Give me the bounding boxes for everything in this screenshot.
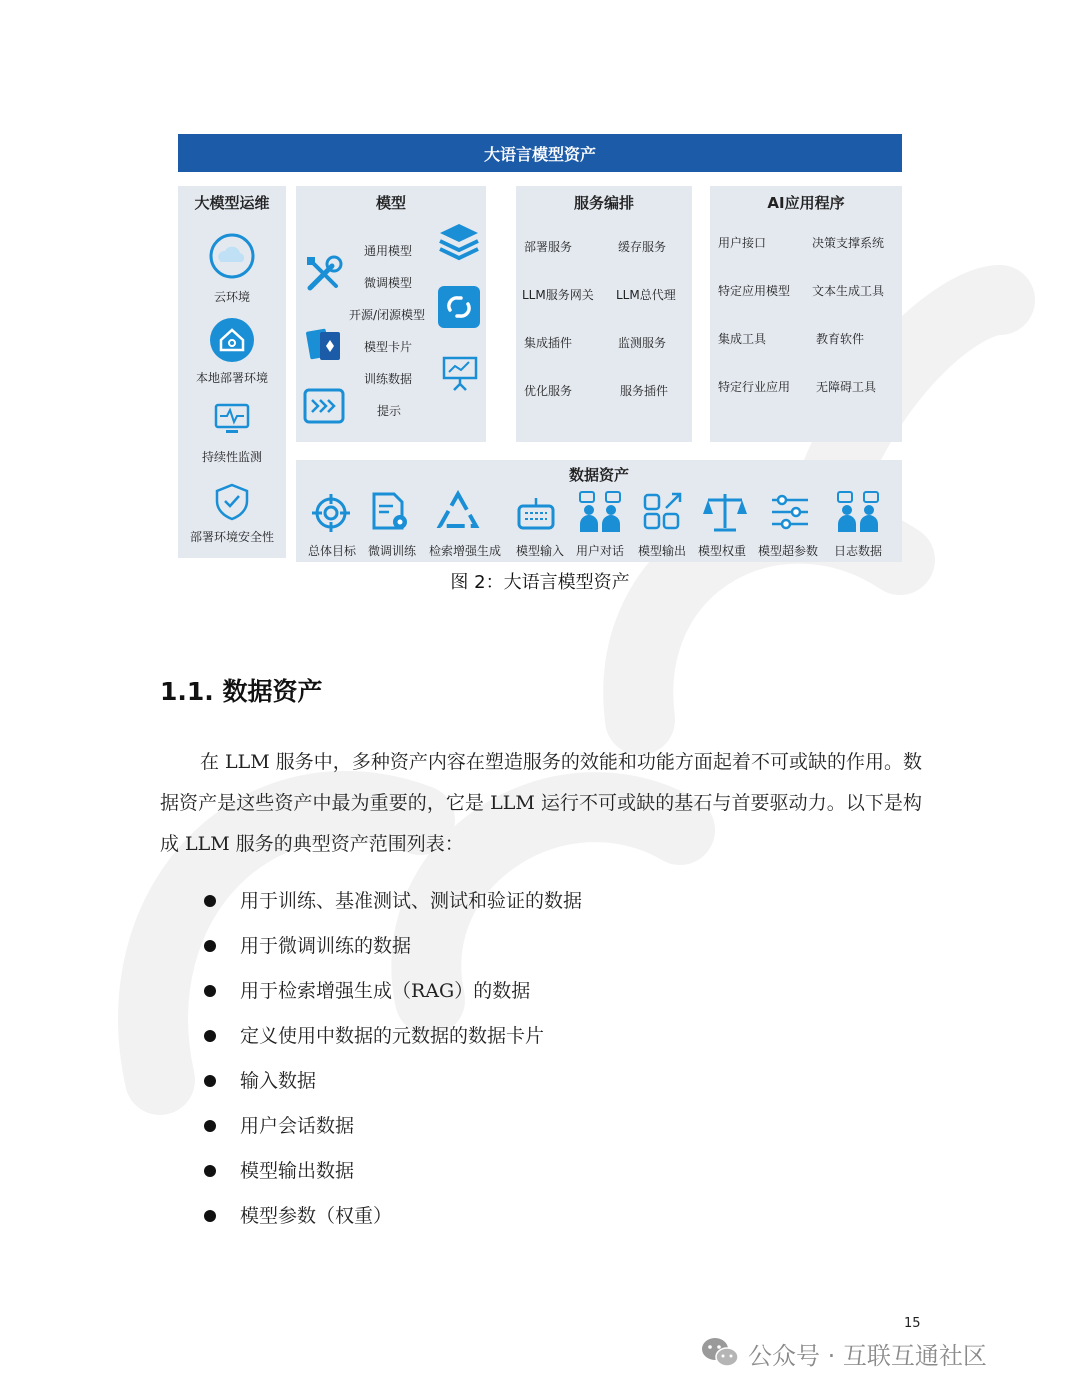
- panel-data-assets: [296, 460, 902, 562]
- bullet-icon: [204, 1030, 216, 1042]
- service-item-optimization: 优化服务: [524, 384, 573, 398]
- bullet-icon: [204, 895, 216, 907]
- section-heading: 1.1. 数据资产: [160, 677, 323, 706]
- section-paragraph-text: 在 LLM 服务中，多种资产内容在塑造服务的效能和功能方面起着不可或缺的作用。数据资产是这些资产中最为重要的，它是 LLM 运行不可或缺的基石与首要驱动力。以下是构成 LLM 服务的典型资产范围列表：: [160, 751, 922, 855]
- shield-check-icon: [212, 482, 252, 522]
- scale-icon: [702, 490, 748, 534]
- bullet-icon: [204, 1210, 216, 1222]
- ai-item-text-generation: 文本生成工具: [812, 284, 885, 298]
- list-item: [200, 1017, 582, 1062]
- data-item-finetune: 微调训练: [368, 544, 417, 558]
- service-item-proxy: LLM总代理: [616, 288, 676, 302]
- service-item-deploy: 部署服务: [524, 240, 573, 254]
- list-item-text: 输入数据: [240, 1070, 317, 1092]
- page-number: 15: [904, 1316, 921, 1331]
- data-item-model-output: 模型输出: [638, 544, 687, 558]
- figure-caption: 图 2：大语言模型资产: [450, 572, 630, 593]
- cards-icon: [304, 324, 346, 366]
- ops-item-local: 本地部署环境: [195, 371, 268, 385]
- panel-model: [296, 186, 486, 442]
- list-item: [200, 927, 582, 972]
- list-item-text: 模型输出数据: [240, 1160, 355, 1182]
- list-item-text: 模型参数（权重）: [240, 1205, 393, 1227]
- sliders-icon: [768, 490, 812, 534]
- asset-list: [200, 882, 582, 1242]
- list-item: [200, 1152, 582, 1197]
- cloud-icon: [208, 232, 256, 280]
- bullet-icon: [204, 1165, 216, 1177]
- model-item-open-closed: 开源/闭源模型: [349, 308, 426, 322]
- monitor-pulse-icon: [212, 400, 252, 440]
- panel-ops: [178, 186, 286, 558]
- footer-watermark: [700, 1333, 987, 1373]
- layers-icon: [436, 220, 482, 266]
- ai-item-integration-tools: 集成工具: [718, 332, 767, 346]
- data-item-model-input: 模型输入: [516, 544, 565, 558]
- list-item-text: 定义使用中数据的元数据的数据卡片: [240, 1025, 545, 1047]
- footer-text: 公众号 · 互联互通社区: [748, 1341, 987, 1370]
- list-item: [200, 1062, 582, 1107]
- panel-model-title: 模型: [375, 194, 406, 212]
- figure-title: 大语言模型资产: [178, 134, 902, 172]
- service-item-monitoring: 监测服务: [618, 336, 667, 350]
- list-item: [200, 972, 582, 1017]
- sync-link-icon: [436, 284, 482, 330]
- service-item-gateway: LLM服务网关: [522, 288, 594, 302]
- data-item-rag: 检索增强生成: [429, 544, 502, 558]
- list-item-text: 用于训练、基准测试、测试和验证的数据: [240, 890, 583, 912]
- list-item: [200, 882, 582, 927]
- model-item-general: 通用模型: [364, 244, 413, 258]
- bullet-icon: [204, 940, 216, 952]
- prompt-arrows-icon: [302, 386, 346, 426]
- data-item-weights: 模型权重: [698, 544, 747, 558]
- ai-item-education: 教育软件: [816, 332, 865, 346]
- keyboard-icon: [516, 494, 556, 534]
- service-item-plugin: 服务插件: [620, 384, 669, 398]
- wechat-icon: [700, 1336, 740, 1370]
- bullet-icon: [204, 1120, 216, 1132]
- model-item-prompt: 提示: [377, 404, 402, 418]
- ai-item-decision-support: 决策支撑系统: [812, 236, 885, 250]
- service-item-plugin-integration: 集成插件: [524, 336, 573, 350]
- model-item-card: 模型卡片: [364, 340, 413, 354]
- presentation-chart-icon: [440, 354, 480, 394]
- panel-service: [516, 186, 692, 442]
- panel-service-title: 服务编排: [573, 194, 634, 212]
- service-item-cache: 缓存服务: [618, 240, 667, 254]
- log-people-icon: [836, 490, 880, 534]
- section-paragraph: [160, 742, 922, 865]
- cycle-triangle-icon: [436, 490, 480, 534]
- ai-item-user-interface: 用户接口: [718, 236, 767, 250]
- users-chat-icon: [578, 490, 622, 534]
- panel-data-assets-title: 数据资产: [568, 466, 629, 484]
- ai-item-industry: 特定行业应用: [718, 380, 791, 394]
- llm-assets-figure: [178, 134, 902, 562]
- list-item: [200, 1107, 582, 1152]
- ops-item-monitoring: 持续性监测: [201, 450, 262, 464]
- model-item-training-data: 训练数据: [364, 372, 413, 386]
- panel-ops-title: 大模型运维: [194, 194, 270, 212]
- home-network-icon: [208, 316, 256, 364]
- data-item-user-dialog: 用户对话: [576, 544, 625, 558]
- panel-ai-apps-title: AI应用程序: [767, 194, 845, 212]
- ops-item-cloud: 云环境: [213, 290, 250, 304]
- list-item-text: 用户会话数据: [240, 1115, 355, 1137]
- list-item: [200, 1197, 582, 1242]
- data-item-hyperparams: 模型超参数: [758, 544, 819, 558]
- ops-item-security: 部署环境安全性: [189, 530, 274, 544]
- panel-ai-apps: [710, 186, 902, 442]
- list-item-text: 用于微调训练的数据: [240, 935, 412, 957]
- output-grid-icon: [642, 490, 686, 534]
- bullet-icon: [204, 985, 216, 997]
- list-item-text: 用于检索增强生成（RAG）的数据: [240, 980, 531, 1002]
- document-gear-icon: [368, 490, 412, 534]
- data-item-goal: 总体目标: [308, 544, 357, 558]
- data-item-logs: 日志数据: [834, 544, 883, 558]
- target-icon: [310, 492, 352, 534]
- bullet-icon: [204, 1075, 216, 1087]
- ai-item-accessibility: 无障碍工具: [816, 380, 877, 394]
- model-item-finetuned: 微调模型: [364, 276, 413, 290]
- tools-icon: [302, 252, 346, 296]
- ai-item-specific-model: 特定应用模型: [718, 284, 791, 298]
